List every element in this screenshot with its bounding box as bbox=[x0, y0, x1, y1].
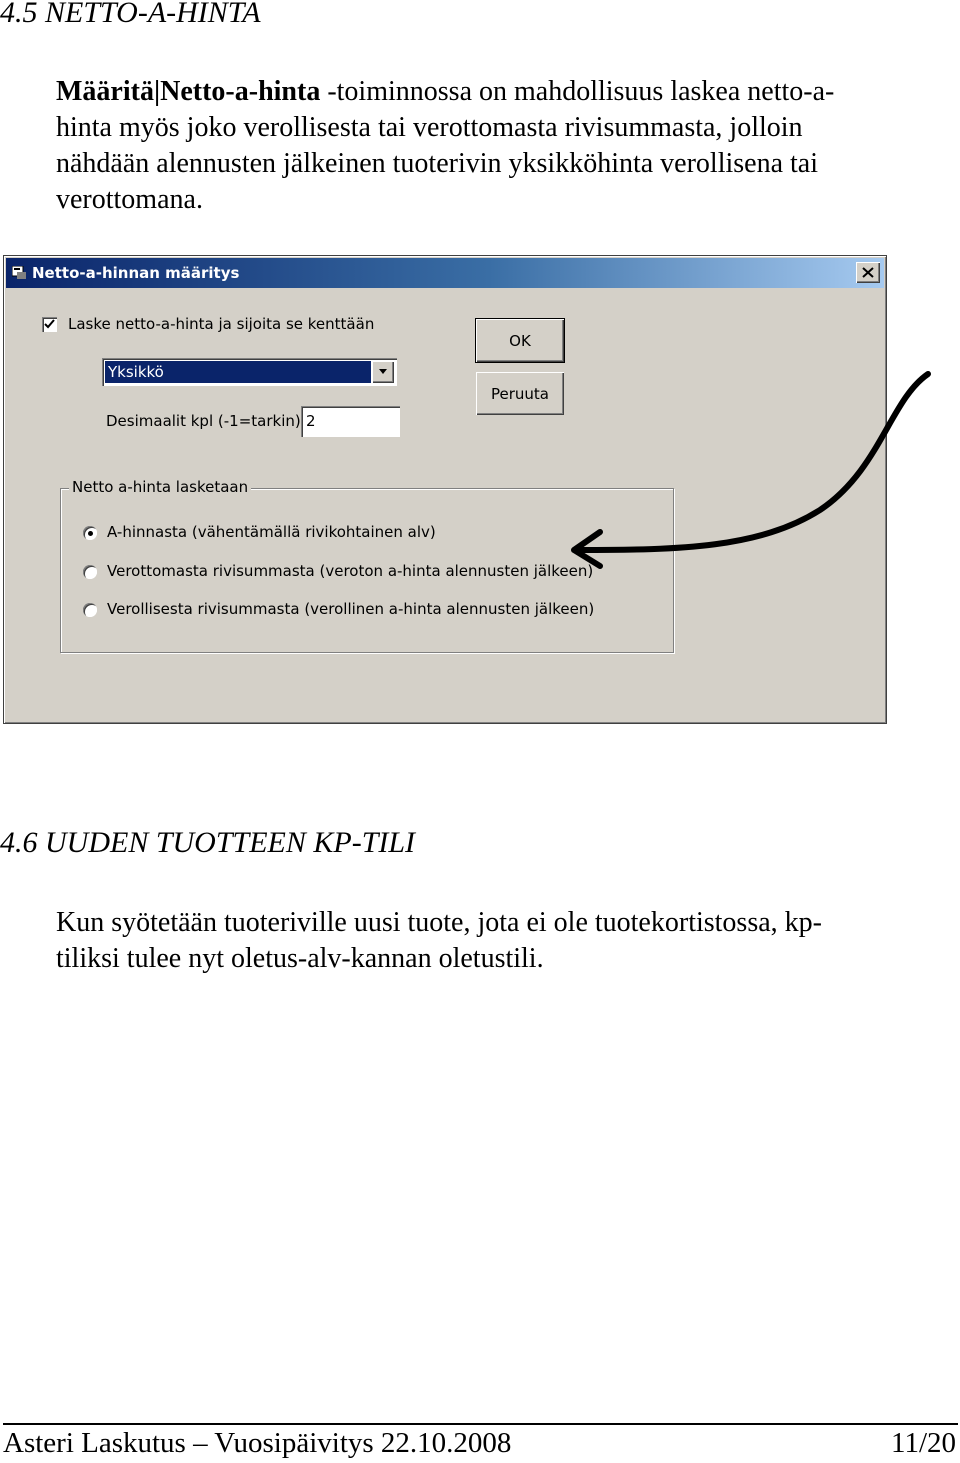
dialog-title: Netto-a-hinnan määritys bbox=[32, 264, 240, 282]
combo-dropdown-button[interactable] bbox=[372, 361, 394, 383]
checkmark-icon bbox=[42, 317, 57, 332]
footer-rule bbox=[3, 1423, 958, 1425]
section-heading-4-6: 4.6 UUDEN TUOTTEEN KP-TILI bbox=[0, 826, 416, 859]
option-1-label[interactable]: A-hinnasta (vähentämällä rivikohtainen alv) bbox=[107, 523, 436, 541]
section-4-6-paragraph bbox=[56, 905, 822, 977]
ok-button[interactable] bbox=[476, 319, 564, 362]
calc-checkbox[interactable] bbox=[42, 317, 57, 332]
decimals-value: 2 bbox=[306, 412, 316, 430]
app-icon bbox=[12, 266, 26, 279]
para-line-1: -toiminnossa on mahdollisuus laskea netto-a- bbox=[320, 76, 835, 107]
combo-selection bbox=[105, 361, 371, 383]
section-4-6-line-2: tiliksi tulee nyt oletus-alv-kannan oletustili. bbox=[56, 943, 544, 974]
annotation-arrow-icon bbox=[560, 360, 940, 570]
cancel-button-label: Peruuta bbox=[491, 384, 549, 403]
group-label: Netto a-hinta lasketaan bbox=[69, 478, 251, 496]
decimals-input[interactable] bbox=[301, 406, 400, 437]
option-3-label[interactable]: Verollisesta rivisummasta (verollinen a-hinta alennusten jälkeen) bbox=[107, 600, 595, 618]
footer-text: Asteri Laskutus – Vuosipäivitys 22.10.2008 bbox=[3, 1427, 512, 1459]
cancel-button[interactable] bbox=[476, 372, 564, 415]
section-heading-4-5: 4.5 NETTO-A-HINTA bbox=[0, 0, 261, 29]
section-4-5-paragraph bbox=[56, 74, 834, 218]
radio-option-2[interactable] bbox=[83, 565, 97, 579]
decimals-label: Desimaalit kpl (-1=tarkin) bbox=[106, 412, 301, 430]
page-number: 11/20 bbox=[891, 1427, 956, 1459]
para-line-2: hinta myös joko verollisesta tai verottomasta rivisummasta, jolloin bbox=[56, 112, 803, 143]
radio-option-3[interactable] bbox=[83, 603, 97, 617]
dialog-titlebar[interactable] bbox=[6, 258, 884, 288]
para-line-4: verottomana. bbox=[56, 184, 203, 215]
option-2-label[interactable]: Verottomasta rivisummasta (veroton a-hinta alennusten jälkeen) bbox=[107, 562, 594, 580]
combo-value: Yksikkö bbox=[108, 363, 164, 381]
ok-button-label: OK bbox=[509, 331, 531, 350]
para-line-3: nähdään alennusten jälkeinen tuoterivin yksikköhinta verollisena tai bbox=[56, 148, 819, 179]
unit-combo[interactable] bbox=[102, 358, 397, 386]
radio-option-1[interactable] bbox=[83, 526, 97, 540]
section-4-6-line-1: Kun syötetään tuoteriville uusi tuote, jota ei ole tuotekortistossa, kp- bbox=[56, 907, 822, 938]
close-icon bbox=[862, 267, 874, 278]
chevron-down-icon bbox=[378, 369, 388, 375]
close-button[interactable] bbox=[856, 262, 880, 283]
radio-selected-dot bbox=[88, 531, 93, 536]
calc-checkbox-label[interactable]: Laske netto-a-hinta ja sijoita se kenttään bbox=[68, 315, 375, 333]
menu-path: Määritä|Netto-a-hinta bbox=[56, 76, 321, 107]
